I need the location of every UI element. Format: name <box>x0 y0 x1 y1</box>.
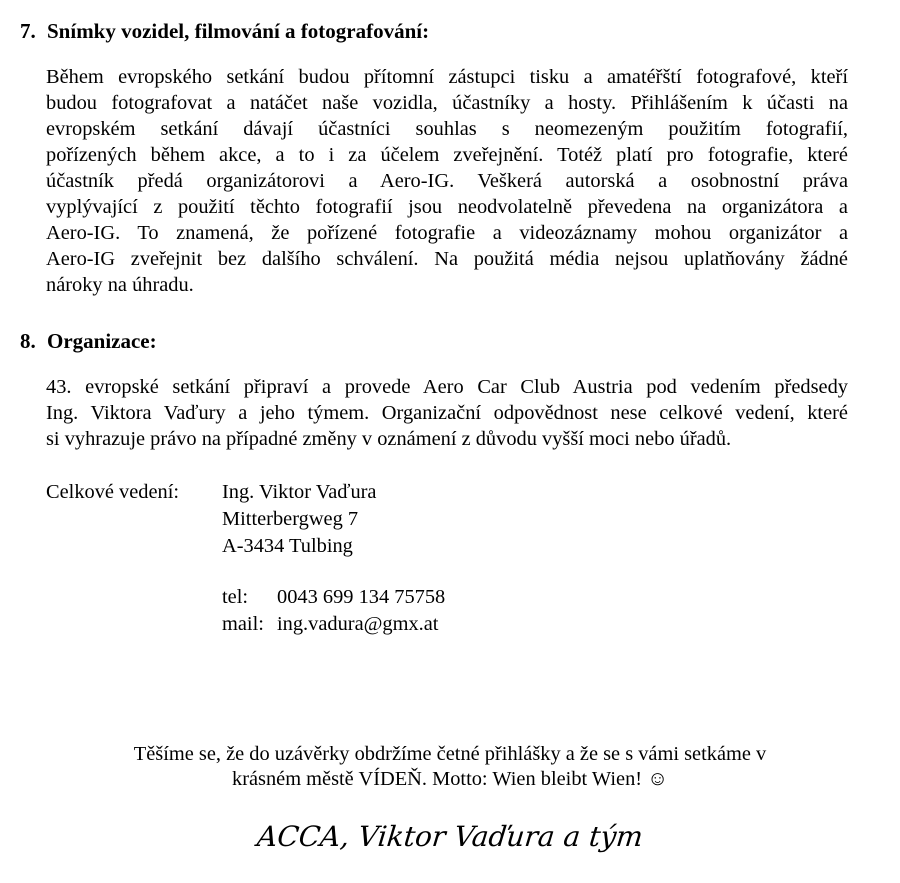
section-7-heading <box>20 19 429 43</box>
contact-street: Mitterbergweg 7 <box>222 508 359 530</box>
contact-tel-label: tel: <box>222 586 249 608</box>
signature: ACCA, Viktor Vaďura a tým <box>255 820 645 853</box>
paragraph-line: budou fotografovat a natáčet naše vozidla, účastníky a hosty. Přihlášením k účasti na <box>46 92 848 114</box>
paragraph-line: vyplývající z použití těchto fotografií jsou neodvolatelně převedena na organizátora a <box>46 196 848 218</box>
contact-mail-label: mail: <box>222 613 264 635</box>
paragraph-line: Během evropského setkání budou přítomní zástupci tisku a amatéřští fotografové, kteří <box>46 66 848 88</box>
section-8-number: 8. <box>20 329 36 353</box>
section-8-heading <box>20 329 157 353</box>
closing-line-1: Těšíme se, že do uzávěrky obdržíme četné přihlášky a že se s vámi setkáme v <box>133 743 767 765</box>
section-7-paragraph <box>46 64 848 298</box>
contact-city: A-3434 Tulbing <box>222 535 353 557</box>
contact-name: Ing. Viktor Vaďura <box>222 481 377 503</box>
contact-tel-value: 0043 699 134 75758 <box>277 586 446 608</box>
paragraph-line: Aero-IG zveřejnit bez dalšího schválení. Na použitá média nejsou uplatňovány žádné <box>46 248 848 270</box>
section-8-paragraph <box>46 374 848 452</box>
paragraph-line: pořízených během akce, a to i za účelem zveřejnění. Totéž platí pro fotografie, které <box>46 144 848 166</box>
paragraph-line: Aero-IG. To znamená, že pořízené fotografie a videozáznamy mohou organizátor a <box>46 222 848 244</box>
contact-mail-value: ing.vadura@gmx.at <box>277 613 439 635</box>
paragraph-line: 43. evropské setkání připraví a provede Aero Car Club Austria pod vedením předsedy <box>46 376 848 398</box>
section-7-number: 7. <box>20 19 36 43</box>
contact-label: Celkové vedení: <box>46 481 180 503</box>
paragraph-line: Ing. Viktora Vaďury a jeho týmem. Organizační odpovědnost nese celkové vedení, které <box>46 402 848 424</box>
paragraph-line: evropském setkání dávají účastníci souhlas s neomezeným použitím fotografií, <box>46 118 848 140</box>
closing-line-2: krásném městě VÍDEŇ. Motto: Wien bleibt Wien! ☺ <box>232 768 668 790</box>
paragraph-line: si vyhrazuje právo na případné změny v oznámení z důvodu vyšší moci nebo úřadů. <box>46 428 732 450</box>
section-7-title: Snímky vozidel, filmování a fotografování: <box>47 19 430 43</box>
paragraph-line: nároky na úhradu. <box>46 274 194 296</box>
section-8-title: Organizace: <box>47 329 157 353</box>
paragraph-line: účastník předá organizátorovi a Aero-IG. Veškerá autorská a osobnostní práva <box>46 170 848 192</box>
